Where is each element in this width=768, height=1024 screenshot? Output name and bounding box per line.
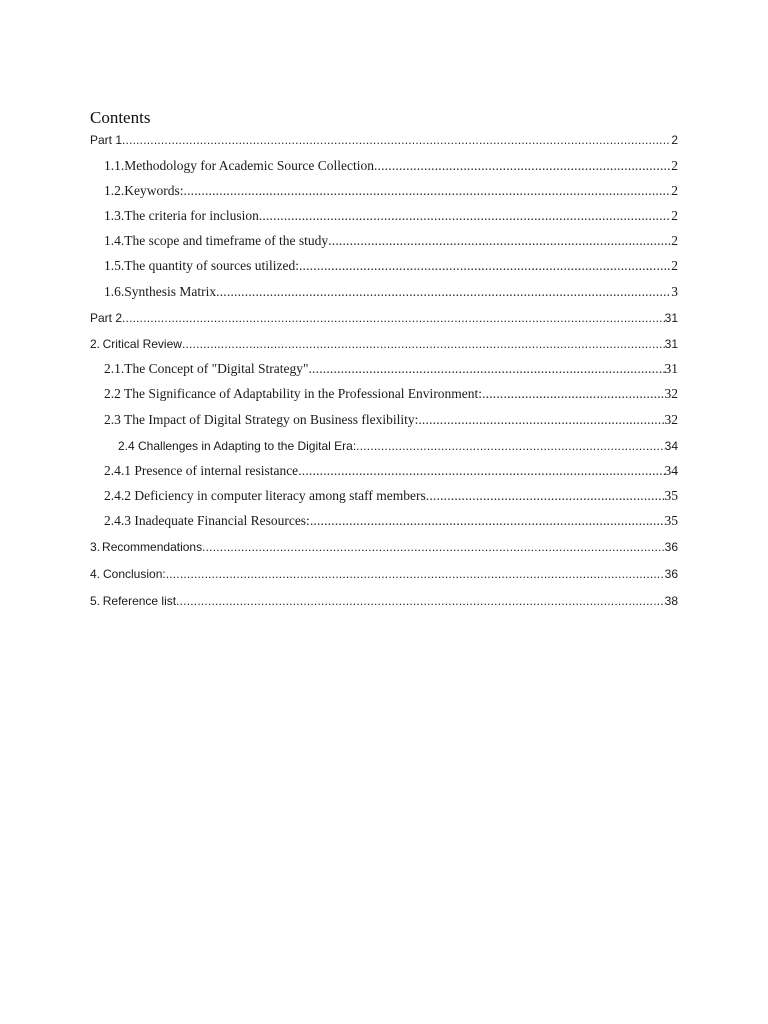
toc-entry-page: 31: [664, 361, 678, 376]
toc-entry-title: Critical Review: [102, 337, 182, 351]
toc-entry-page: 34: [664, 439, 678, 453]
toc-entry-2[interactable]: [0, 335, 768, 353]
dot-leader: [182, 335, 665, 353]
toc-entry-page: 2: [671, 208, 678, 223]
toc-entry-2-4-3[interactable]: [0, 512, 768, 530]
toc-entry-page: 34: [664, 463, 678, 478]
toc-entry-part-2[interactable]: [0, 309, 768, 327]
toc-entry-page: 2: [671, 258, 678, 273]
dot-leader: [216, 283, 671, 301]
dot-leader: [298, 462, 664, 480]
toc-entry-2-4-2[interactable]: [0, 487, 768, 505]
toc-entry-page: 31: [664, 337, 678, 351]
toc-entry-1-4[interactable]: [0, 232, 768, 250]
toc-entry-title: The Concept of "Digital Strategy": [124, 361, 309, 376]
toc-entry-title: The quantity of sources utilized:: [124, 258, 299, 273]
toc-entry-title: Recommendations: [102, 540, 203, 554]
dot-leader: [482, 385, 664, 403]
toc-entry-number: 1.5.: [104, 258, 125, 273]
dot-leader: [310, 512, 665, 530]
toc-entry-page: 35: [664, 513, 678, 528]
toc-entry-number: 1.4.: [104, 233, 125, 248]
toc-entry-title: Synthesis Matrix: [124, 284, 217, 299]
toc-entry-number: 4.: [90, 567, 101, 581]
toc-entry-title: 2.4 Challenges in Adapting to the Digital Era:: [118, 439, 357, 453]
toc-entry-title: The criteria for inclusion: [124, 208, 259, 223]
toc-entry-2-2[interactable]: [0, 385, 768, 403]
toc-entry-number: 1.6.: [104, 284, 125, 299]
toc-entry-title: Keywords:: [124, 183, 184, 198]
toc-entry-number: 3.: [90, 540, 101, 554]
toc-entry-number: 1.3.: [104, 208, 125, 223]
dot-leader: [176, 592, 665, 610]
toc-entry-2-1[interactable]: [0, 360, 768, 378]
toc-entry-page: 3: [671, 284, 678, 299]
toc-entry-title: 2.2 The Significance of Adaptability in the Professional Environment:: [104, 386, 483, 401]
dot-leader: [184, 182, 672, 200]
toc-entry-title: 2.3 The Impact of Digital Strategy on Business flexibility:: [104, 412, 419, 427]
toc-entry-page: 32: [664, 412, 678, 427]
toc-entry-1-5[interactable]: [0, 257, 768, 275]
dot-leader: [308, 360, 664, 378]
toc-entry-title: 2.4.3 Inadequate Financial Resources:: [104, 513, 310, 528]
toc-entry-title: 2.4.1 Presence of internal resistance: [104, 463, 299, 478]
toc-entry-page: 2: [671, 233, 678, 248]
toc-entry-title: Part 2: [90, 311, 123, 325]
toc-entry-number: 1.2.: [104, 183, 125, 198]
toc-entry-page: 38: [664, 594, 678, 608]
dot-leader: [426, 487, 665, 505]
toc-entry-2-4[interactable]: [0, 437, 768, 455]
toc-entry-2-4-1[interactable]: [0, 462, 768, 480]
toc-entry-3[interactable]: [0, 538, 768, 556]
toc-entry-page: 36: [664, 540, 678, 554]
toc-entry-title: 2.4.2 Deficiency in computer literacy among staff members: [104, 488, 426, 503]
toc-entry-2-3[interactable]: [0, 411, 768, 429]
toc-entry-1-1[interactable]: [0, 157, 768, 175]
toc-entry-page: 36: [664, 567, 678, 581]
toc-entry-number: 2.1.: [104, 361, 125, 376]
toc-heading: Contents: [90, 108, 151, 127]
toc-entry-page: 2: [671, 183, 678, 198]
toc-entry-page: 32: [664, 386, 678, 401]
dot-leader: [356, 437, 664, 455]
toc-entry-page: 31: [664, 311, 678, 325]
dot-leader: [299, 257, 671, 275]
dot-leader: [122, 131, 671, 149]
toc-entry-1-2[interactable]: [0, 182, 768, 200]
toc-entry-page: 2: [671, 158, 678, 173]
toc-entry-number: 2.: [90, 337, 101, 351]
dot-leader: [259, 207, 671, 225]
toc-entry-1-6[interactable]: [0, 283, 768, 301]
toc-entry-4[interactable]: [0, 565, 768, 583]
dot-leader: [202, 538, 665, 556]
toc-entry-title: Conclusion:: [103, 567, 166, 581]
toc-entry-5[interactable]: [0, 592, 768, 610]
toc-entry-title: Part 1: [90, 133, 123, 147]
toc-entry-title: Methodology for Academic Source Collection: [124, 158, 374, 173]
dot-leader: [122, 309, 665, 327]
dot-leader: [166, 565, 665, 583]
toc-entry-number: 1.1.: [104, 158, 125, 173]
toc-entry-part-1[interactable]: [0, 131, 768, 149]
toc-entry-1-3[interactable]: [0, 207, 768, 225]
dot-leader: [328, 232, 671, 250]
toc-entry-page: 2: [671, 133, 678, 147]
toc-entry-number: 5.: [90, 594, 101, 608]
toc-entry-title: The scope and timeframe of the study: [124, 233, 329, 248]
toc-entry-page: 35: [664, 488, 678, 503]
dot-leader: [374, 157, 671, 175]
toc-entry-title: Reference list: [102, 594, 177, 608]
dot-leader: [418, 411, 664, 429]
